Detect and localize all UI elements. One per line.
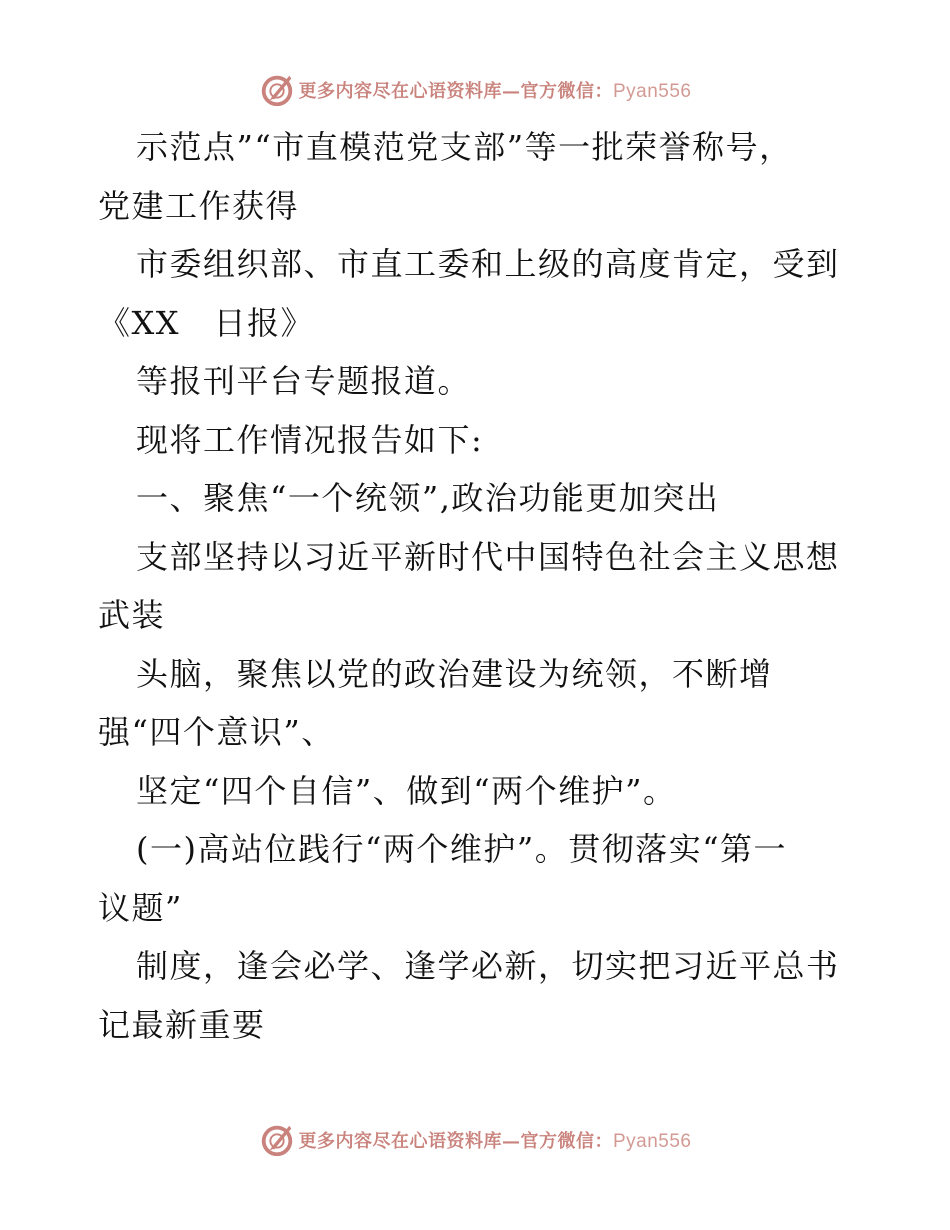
quill-circle-icon — [258, 1121, 296, 1159]
text-line: 议题” — [98, 888, 183, 927]
text-line: 党建工作获得 — [98, 186, 300, 225]
text-line: 坚定“四个自信”、做到“两个维护”。 — [136, 771, 677, 810]
text-line: 一、聚焦“一个统领”,政治功能更加突出 — [136, 479, 720, 517]
wechat-id: Pyan556 — [612, 1131, 692, 1152]
text-line: (一)高站位践行“两个维护”。贯彻落实“第一 — [136, 830, 788, 868]
watermark-text: 更多内容尽在心语资料库—官方微信：Pyan556 — [298, 1131, 692, 1152]
text-line: 等报刊平台专题报道。 — [136, 362, 472, 400]
text-line: 《XX 日报》 — [98, 303, 315, 342]
document-body — [98, 118, 858, 1054]
text-line: 制度，逢会必学、逢学必新，切实把习近平总书 — [136, 947, 840, 985]
text-line: 强“四个意识”、 — [98, 713, 335, 751]
text-line: 头脑，聚焦以党的政治建设为统领，不断增 — [136, 654, 773, 693]
text-line: 武装 — [98, 596, 166, 634]
text-line: 支部坚持以习近平新时代中国特色社会主义思想 — [136, 537, 840, 576]
header-watermark — [0, 70, 950, 110]
text-line: 现将工作情况报告如下: — [136, 420, 484, 459]
footer-watermark — [0, 1120, 950, 1160]
text-line: 记最新重要 — [98, 1005, 266, 1044]
watermark-text: 更多内容尽在心语资料库—官方微信：Pyan556 — [298, 81, 692, 102]
quill-circle-icon — [258, 71, 296, 109]
wechat-id: Pyan556 — [612, 81, 692, 102]
text-line: 示范点”“市直模范党支部”等一批荣誉称号， — [136, 128, 793, 166]
text-line: 市委组织部、市直工委和上级的高度肯定，受到 — [136, 245, 840, 283]
